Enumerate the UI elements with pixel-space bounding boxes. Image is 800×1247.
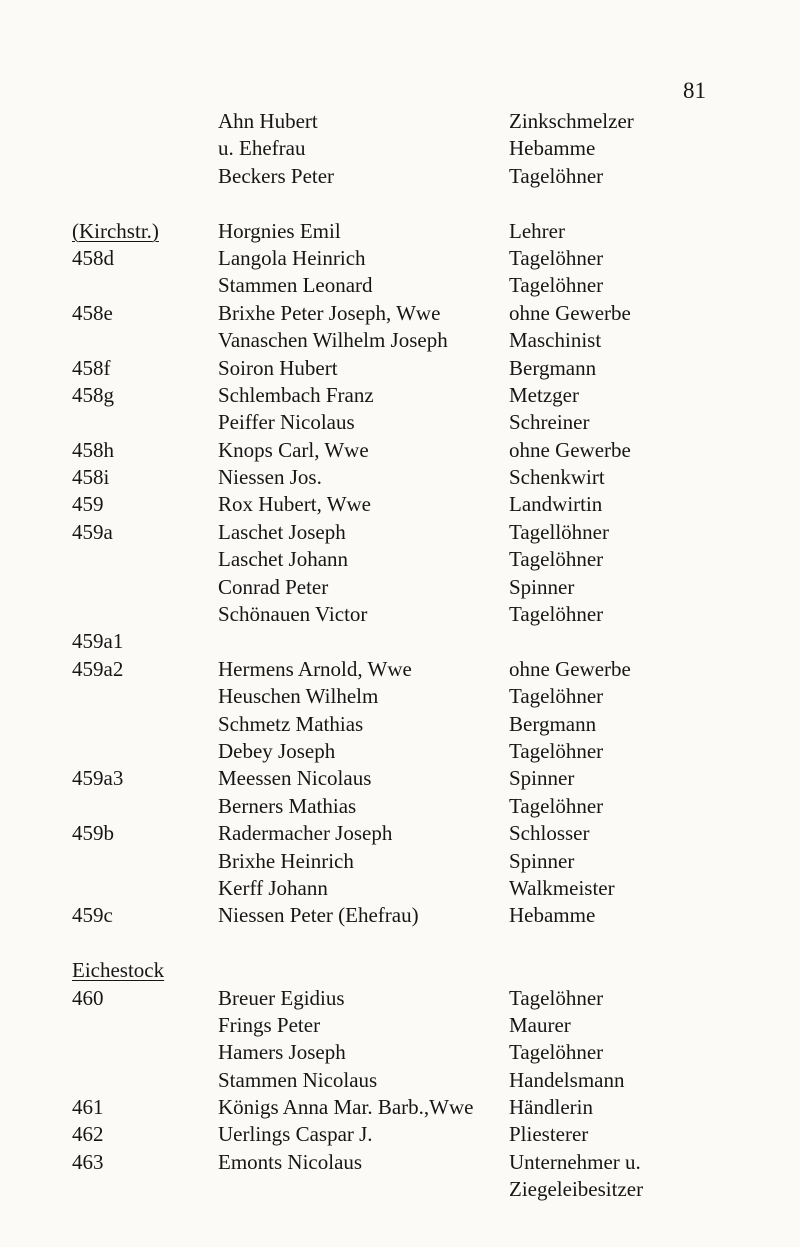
- resident-name: Heuschen Wilhelm: [218, 684, 379, 709]
- register-row: [0, 519, 800, 546]
- occupation: Hebamme: [509, 136, 596, 161]
- occupation: ohne Gewerbe: [509, 656, 631, 681]
- occupation: Tagelöhner: [509, 1040, 604, 1065]
- occupation: Unternehmer u.: [509, 1149, 641, 1174]
- page-number: 81: [683, 78, 706, 103]
- resident-name: Niessen Peter (Ehefrau): [218, 903, 419, 928]
- occupation: Schenkwirt: [509, 465, 605, 490]
- occupation: Tagelöhner: [509, 738, 604, 763]
- register-row: [0, 848, 800, 875]
- resident-name: Schönauen Victor: [218, 602, 368, 627]
- occupation: ohne Gewerbe: [509, 300, 631, 325]
- house-number: (Kirchstr.): [72, 218, 159, 243]
- occupation: Bergmann: [509, 355, 597, 380]
- resident-name: Debey Joseph: [218, 738, 336, 763]
- occupation: Tagellöhner: [509, 519, 609, 544]
- occupation: Zinkschmelzer: [509, 109, 634, 133]
- resident-name: Schmetz Mathias: [218, 711, 364, 736]
- resident-name: Ahn Hubert: [218, 109, 318, 133]
- resident-name: Uerlings Caspar J.: [218, 1122, 373, 1147]
- house-number: 459: [72, 492, 104, 517]
- register-row: [0, 135, 800, 162]
- resident-name: Laschet Joseph: [218, 519, 346, 544]
- occupation: Spinner: [509, 574, 575, 599]
- resident-name: Brixhe Peter Joseph, Wwe: [218, 300, 441, 325]
- resident-name: Horgnies Emil: [218, 218, 341, 243]
- occupation: Händlerin: [509, 1095, 593, 1120]
- occupation: Tagelöhner: [509, 273, 604, 298]
- resident-name: Schlembach Franz: [218, 382, 374, 407]
- occupation: Maschinist: [509, 328, 602, 353]
- register-row: [0, 437, 800, 464]
- occupation: Hebamme: [509, 903, 596, 928]
- house-number: 458e: [72, 300, 113, 325]
- house-number: 462: [72, 1122, 104, 1147]
- register-row: [0, 382, 800, 409]
- house-number: 463: [72, 1149, 104, 1174]
- occupation: Schlosser: [509, 821, 590, 846]
- register-row: [0, 738, 800, 765]
- house-number: 458f: [72, 355, 111, 380]
- register-row: [0, 355, 800, 382]
- occupation: Spinner: [509, 848, 575, 873]
- register-row: [0, 245, 800, 272]
- resident-name: Laschet Johann: [218, 547, 349, 572]
- house-number: Eichestock: [72, 958, 165, 983]
- register-row: [0, 930, 800, 957]
- occupation: Pliesterer: [509, 1122, 589, 1147]
- register-row: [0, 464, 800, 491]
- register-row: [0, 875, 800, 902]
- house-number: 458g: [72, 382, 114, 407]
- resident-name: Hermens Arnold, Wwe: [218, 656, 412, 681]
- resident-name: Knops Carl, Wwe: [218, 437, 369, 462]
- resident-name: Conrad Peter: [218, 574, 329, 599]
- resident-name: u. Ehefrau: [218, 136, 306, 161]
- register-row: [0, 711, 800, 738]
- register-row: [0, 574, 800, 601]
- house-number: 459a: [72, 519, 113, 544]
- resident-name: Rox Hubert, Wwe: [218, 492, 371, 517]
- resident-name: Frings Peter: [218, 1012, 321, 1037]
- occupation: Handelsmann: [509, 1067, 625, 1092]
- resident-name: Peiffer Nicolaus: [218, 410, 355, 435]
- register-row: [0, 108, 800, 135]
- register-row: [0, 409, 800, 436]
- register-row: [0, 1149, 800, 1176]
- occupation: Walkmeister: [509, 875, 615, 900]
- occupation: Tagelöhner: [509, 602, 604, 627]
- occupation: Schreiner: [509, 410, 590, 435]
- register-row: [0, 218, 800, 245]
- register-row: [0, 628, 800, 655]
- house-number: 458i: [72, 465, 110, 490]
- register-row: [0, 1012, 800, 1039]
- resident-name: Berners Mathias: [218, 793, 357, 818]
- register-row: [0, 793, 800, 820]
- register-row: [0, 1121, 800, 1148]
- resident-name: Hamers Joseph: [218, 1040, 346, 1065]
- house-number: 459a1: [72, 629, 124, 654]
- register-row: [0, 1039, 800, 1066]
- house-number: 460: [72, 985, 104, 1010]
- register-row: [0, 985, 800, 1012]
- register-row: [0, 765, 800, 792]
- register-row: [0, 656, 800, 683]
- house-number: 459a3: [72, 766, 124, 791]
- occupation: ohne Gewerbe: [509, 437, 631, 462]
- resident-name: Radermacher Joseph: [218, 821, 393, 846]
- occupation: Tagelöhner: [509, 547, 604, 572]
- resident-name: Langola Heinrich: [218, 245, 366, 270]
- register-row: [0, 1094, 800, 1121]
- resident-name: Niessen Jos.: [218, 465, 322, 490]
- resident-name: Soiron Hubert: [218, 355, 338, 380]
- register-row: [0, 163, 800, 190]
- occupation: Lehrer: [509, 218, 565, 243]
- register-row: [0, 683, 800, 710]
- occupation: Tagelöhner: [509, 793, 604, 818]
- register-row: [0, 327, 800, 354]
- resident-name: Breuer Egidius: [218, 985, 345, 1010]
- resident-name: Meessen Nicolaus: [218, 766, 372, 791]
- register-row: [0, 546, 800, 573]
- register-row: [0, 1176, 800, 1203]
- resident-name: Vanaschen Wilhelm Joseph: [218, 328, 448, 353]
- house-number: 461: [72, 1095, 104, 1120]
- house-number: 458h: [72, 437, 114, 462]
- occupation: Tagelöhner: [509, 245, 604, 270]
- resident-name: Brixhe Heinrich: [218, 848, 354, 873]
- house-number: 458d: [72, 245, 114, 270]
- occupation: Ziegeleibesitzer: [509, 1177, 644, 1202]
- occupation: Tagelöhner: [509, 985, 604, 1010]
- occupation: Tagelöhner: [509, 163, 604, 188]
- register-row: [0, 820, 800, 847]
- occupation: Metzger: [509, 382, 579, 407]
- register-row: [0, 190, 800, 217]
- occupation: Maurer: [509, 1012, 571, 1037]
- register-row: [0, 491, 800, 518]
- register-table: [0, 108, 800, 1204]
- house-number: 459c: [72, 903, 113, 928]
- register-row: [0, 957, 800, 984]
- occupation: Spinner: [509, 766, 575, 791]
- house-number: 459b: [72, 821, 114, 846]
- resident-name: Stammen Leonard: [218, 273, 373, 298]
- resident-name: Emonts Nicolaus: [218, 1149, 363, 1174]
- register-row: [0, 601, 800, 628]
- resident-name: Königs Anna Mar. Barb.,Wwe: [218, 1095, 474, 1120]
- occupation: Landwirtin: [509, 492, 603, 517]
- resident-name: Beckers Peter: [218, 163, 335, 188]
- resident-name: Kerff Johann: [218, 875, 328, 900]
- register-row: [0, 272, 800, 299]
- register-row: [0, 902, 800, 929]
- occupation: Tagelöhner: [509, 684, 604, 709]
- occupation: Bergmann: [509, 711, 597, 736]
- register-row: [0, 300, 800, 327]
- house-number: 459a2: [72, 656, 124, 681]
- resident-name: Stammen Nicolaus: [218, 1067, 378, 1092]
- register-row: [0, 1067, 800, 1094]
